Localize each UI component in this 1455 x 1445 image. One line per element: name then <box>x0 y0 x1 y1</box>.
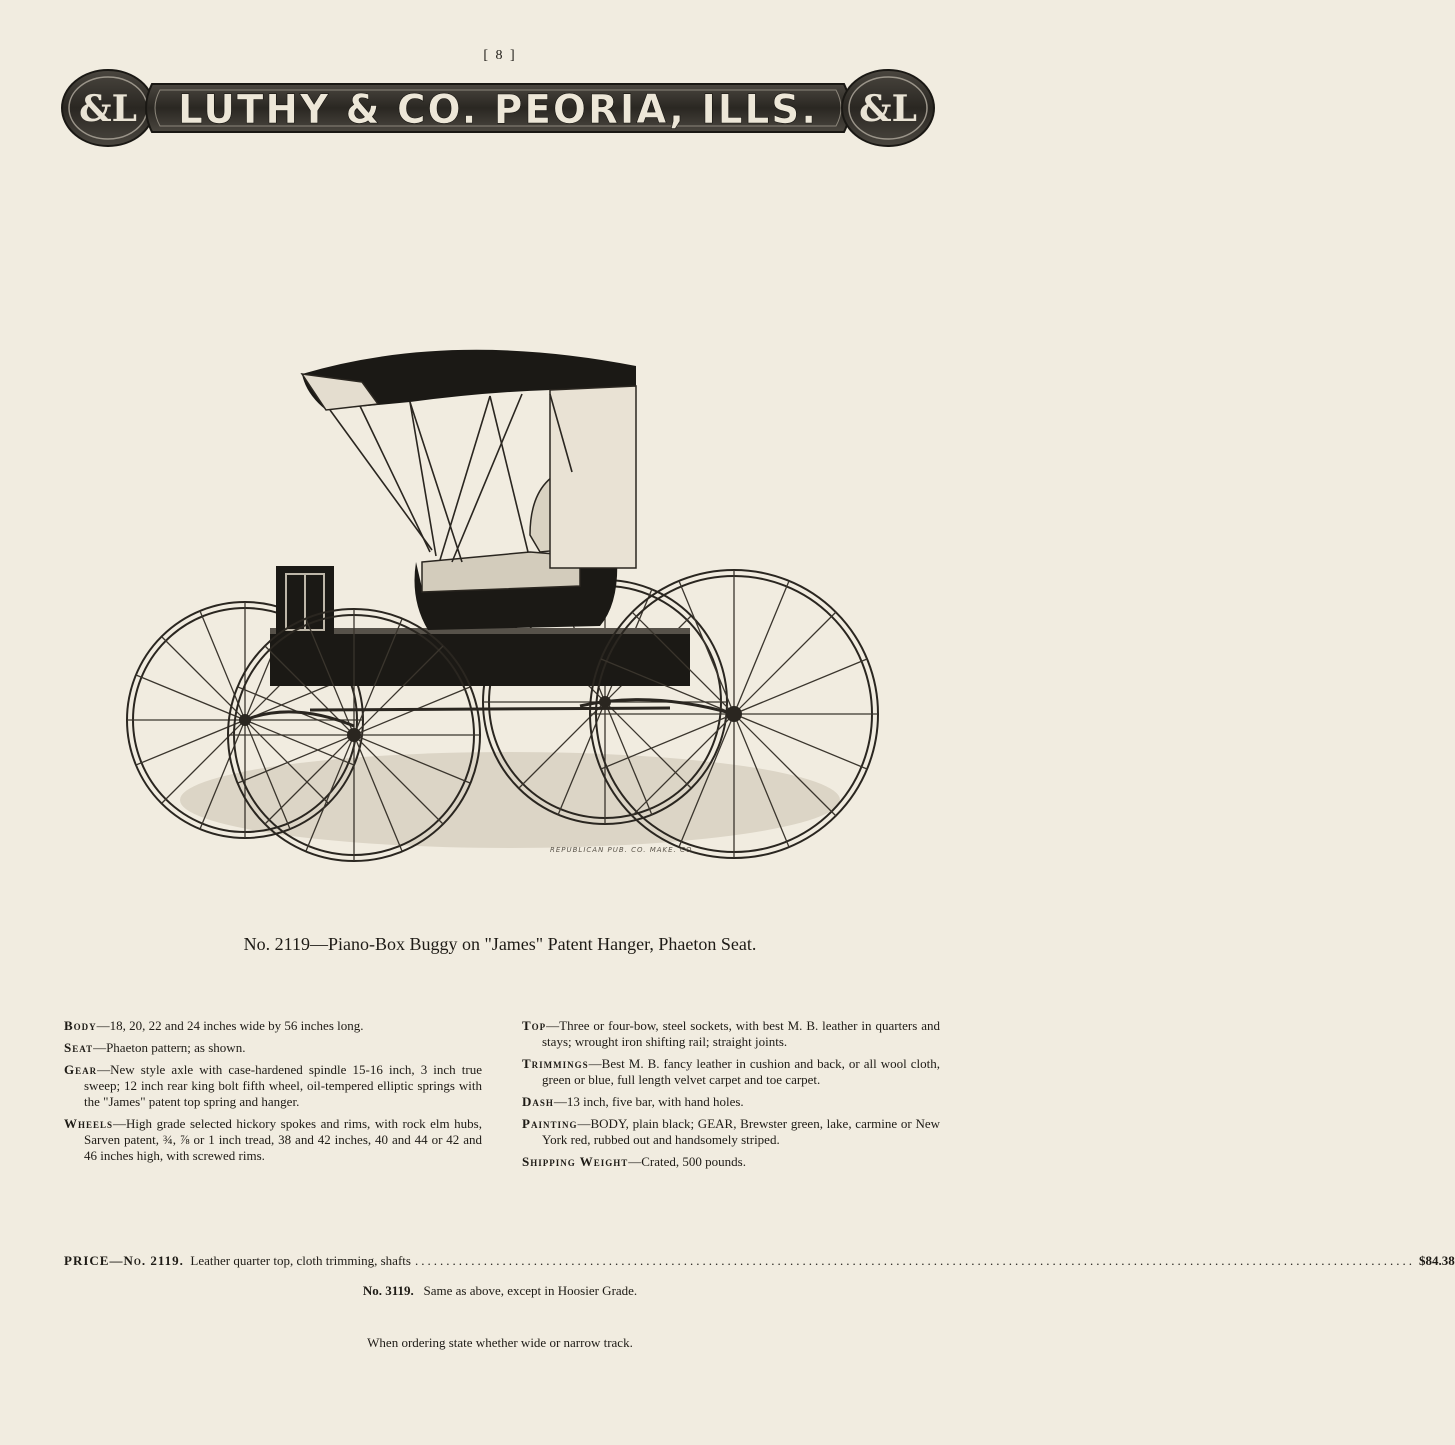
spec-wheels <box>64 1116 482 1164</box>
price-amount: $84.38 <box>1418 1253 1455 1268</box>
spec-text: —18, 20, 22 and 24 inches wide by 56 inches long. <box>96 1018 364 1033</box>
alternate-model-line <box>0 1283 1000 1299</box>
buggy-illustration <box>110 330 900 870</box>
spec-top <box>522 1018 940 1050</box>
spec-label: Seat <box>64 1040 94 1055</box>
spec-label: Body <box>64 1018 97 1033</box>
spec-label: Top <box>522 1018 547 1033</box>
specs-right-column <box>522 1018 940 1176</box>
spec-dash <box>522 1094 940 1110</box>
product-caption: No. 2119—Piano-Box Buggy on "James" Patent Hanger, Phaeton Seat. <box>243 934 757 954</box>
spec-label: Dash <box>522 1094 554 1109</box>
spec-text: —High grade selected hickory spokes and rims, with rock elm hubs, Sarven patent, ¾, ⅞ or 1 inch tread, 38 and 42 inches, 40 and 44 or 42 and 46 inches high, with screwed rims. <box>84 1116 482 1163</box>
company-title: LUTHY & CO. PEORIA, ILLS. <box>178 87 818 133</box>
spec-painting <box>522 1116 940 1148</box>
spec-text: —Best M. B. fancy leather in cushion and back, or all wool cloth, green or blue, full length velvet carpet and toe carpet. <box>542 1056 940 1087</box>
spec-trimmings <box>522 1056 940 1088</box>
leader-dots: ................................................................................................................................................................ <box>414 1253 1415 1268</box>
spec-text: —BODY, plain black; GEAR, Brewster green, lake, carmine or New York red, rubbed out and handsomely striped. <box>542 1116 940 1147</box>
spec-text: —13 inch, five bar, with hand holes. <box>553 1094 744 1109</box>
specs-left-column <box>64 1018 482 1170</box>
spec-text: —New style axle with case-hardened spindle 15-16 inch, 3 inch true sweep; 12 inch rear king bolt fifth wheel, oil-tempered elliptic springs with the "James" patent top spring and hanger. <box>84 1062 482 1109</box>
page-number: [ 8 ] <box>483 48 517 63</box>
ordering-note: When ordering state whether wide or narrow track. <box>367 1335 633 1350</box>
spec-gear <box>64 1062 482 1110</box>
alternate-text: Same as above, except in Hoosier Grade. <box>423 1283 638 1298</box>
monogram-right: &L <box>859 88 917 130</box>
monogram-left: &L <box>79 88 137 130</box>
engraver-credit: REPUBLICAN PUB. CO. MAKE. CO. <box>550 846 696 854</box>
spec-seat <box>64 1040 482 1056</box>
price-description: Leather quarter top, cloth trimming, shafts <box>190 1253 411 1268</box>
spec-label: Shipping Weight <box>522 1154 629 1169</box>
spec-text: —Phaeton pattern; as shown. <box>93 1040 246 1055</box>
header-banner <box>60 66 936 150</box>
spec-label: Painting <box>522 1116 578 1131</box>
spec-label: Wheels <box>64 1116 114 1131</box>
spec-label: Trimmings <box>522 1056 589 1071</box>
price-line <box>64 1253 1455 1269</box>
price-label: PRICE—No. 2119. <box>64 1253 184 1268</box>
spec-shipping-weight <box>522 1154 940 1170</box>
spec-text: —Three or four-bow, steel sockets, with best M. B. leather in quarters and stays; wrought iron shifting rail; straight joints. <box>542 1018 940 1049</box>
spec-text: —Crated, 500 pounds. <box>628 1154 746 1169</box>
spec-label: Gear <box>64 1062 98 1077</box>
alternate-label: No. 3119. <box>362 1283 414 1298</box>
spec-body <box>64 1018 482 1034</box>
